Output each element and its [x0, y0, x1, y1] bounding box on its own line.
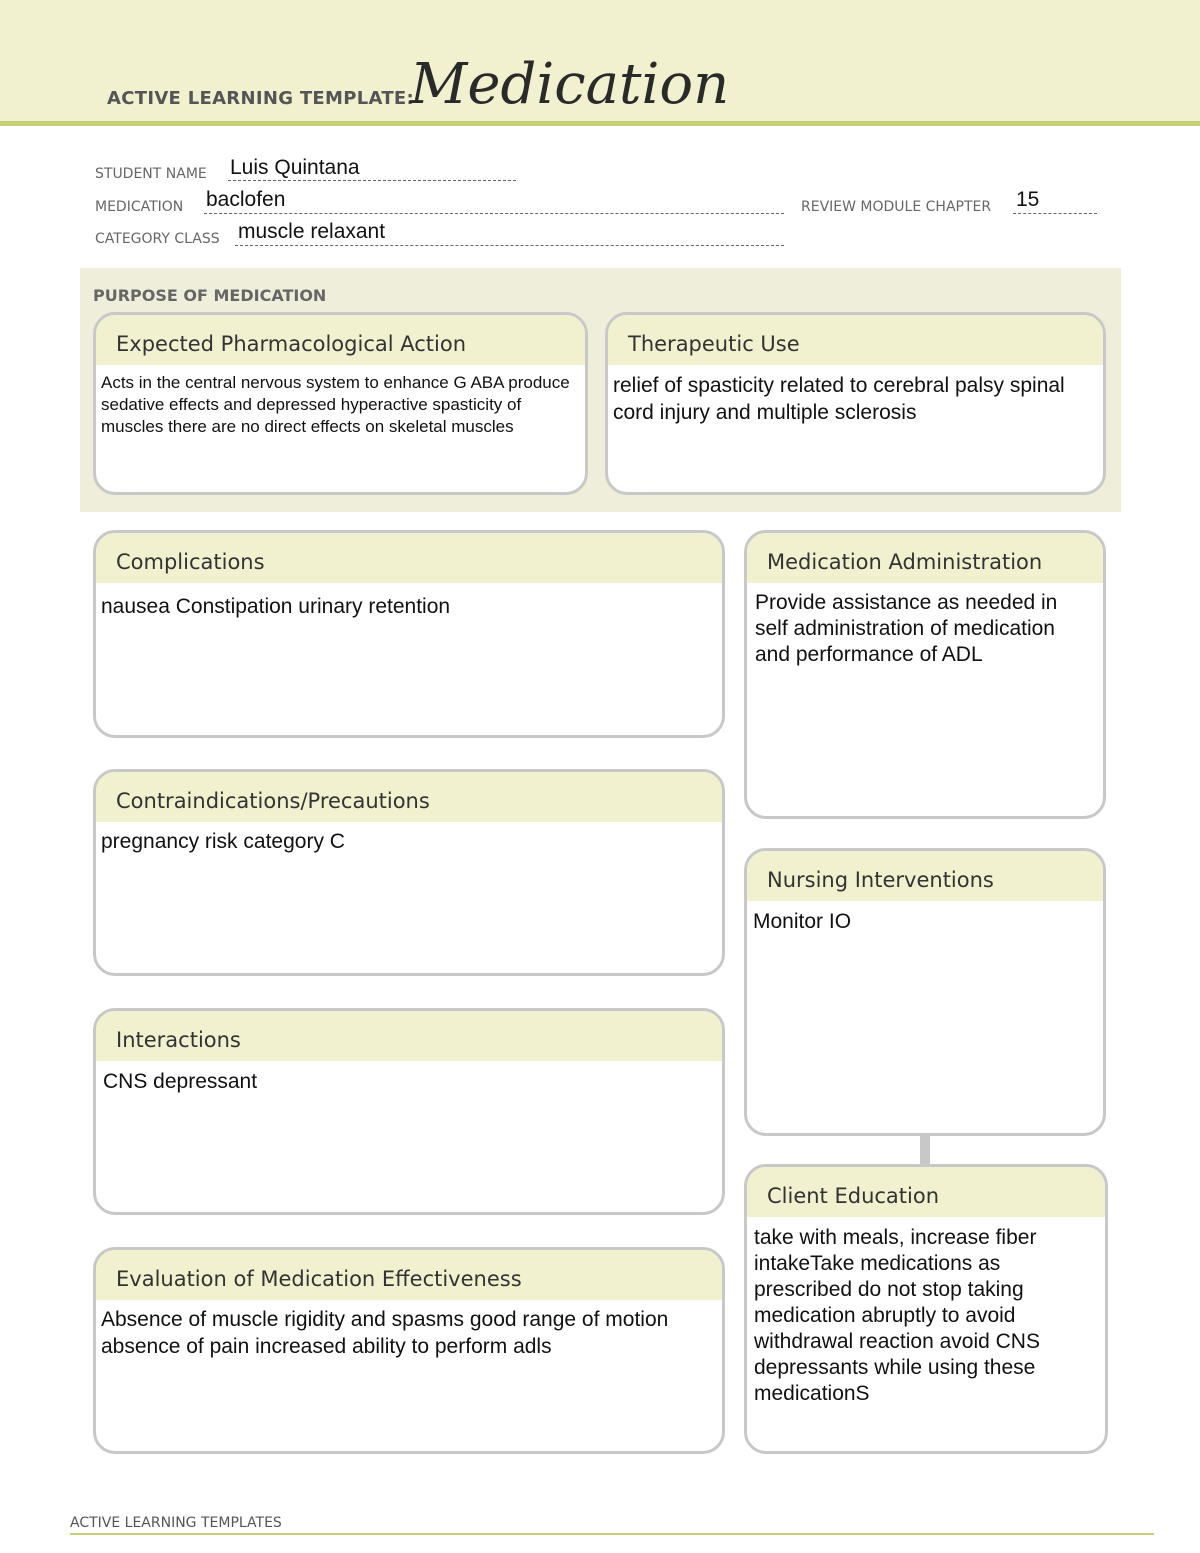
evaluation-title: Evaluation of Medication Effectiveness: [116, 1267, 522, 1291]
complications-text[interactable]: nausea Constipation urinary retention: [101, 595, 451, 618]
evaluation-text[interactable]: Absence of muscle rigidity and spasms good range of motion absence of pain increased ability to perform adls: [101, 1308, 669, 1358]
contraindications-box: [93, 769, 725, 976]
contraindications-title: Contraindications/Precautions: [116, 789, 430, 813]
category-class-underline: [235, 245, 784, 246]
template-label: ACTIVE LEARNING TEMPLATE:: [107, 88, 414, 109]
nursing-interventions-box: [744, 848, 1106, 1136]
student-name-field[interactable]: Luis Quintana: [230, 156, 360, 179]
footer-label: ACTIVE LEARNING TEMPLATES: [70, 1515, 282, 1531]
therapeutic-use-title: Therapeutic Use: [628, 332, 800, 356]
complications-title: Complications: [116, 550, 265, 574]
nursing-interventions-text[interactable]: Monitor IO: [753, 910, 852, 933]
therapeutic-use-text[interactable]: relief of spasticity related to cerebral palsy spinal cord injury and multiple sclerosis: [613, 374, 1065, 424]
evaluation-box: [93, 1247, 725, 1454]
medication-field[interactable]: baclofen: [206, 188, 286, 211]
review-module-chapter-label: REVIEW MODULE CHAPTER: [801, 199, 992, 215]
student-name-underline: [228, 180, 516, 181]
review-module-chapter-field[interactable]: 15: [1016, 188, 1040, 211]
complications-box: [93, 530, 725, 738]
student-name-label: STUDENT NAME: [95, 166, 207, 182]
nursing-interventions-title: Nursing Interventions: [767, 868, 994, 892]
administration-title: Medication Administration: [767, 550, 1043, 574]
category-class-label: CATEGORY CLASS: [95, 231, 220, 247]
category-class-field[interactable]: muscle relaxant: [238, 220, 386, 243]
interactions-title: Interactions: [116, 1028, 241, 1052]
header-rule: [0, 121, 1200, 126]
administration-text[interactable]: Provide assistance as needed in self administration of medication and performance of ADL: [755, 591, 1058, 666]
expected-action-box: [93, 312, 588, 495]
therapeutic-use-box: [605, 312, 1106, 495]
client-education-title: Client Education: [767, 1184, 940, 1208]
template-name: Medication: [410, 52, 730, 117]
review-module-chapter-underline: [1013, 213, 1097, 214]
interactions-text[interactable]: CNS depressant: [103, 1070, 258, 1093]
client-education-text[interactable]: take with meals, increase fiber intakeTake medications as prescribed do not stop taking medication abruptly to avoid withdrawal reaction avoid CNS depressants while using these medicationS: [754, 1226, 1040, 1405]
footer-rule: [70, 1533, 1154, 1535]
administration-box: [744, 530, 1106, 819]
interactions-box: [93, 1008, 725, 1215]
expected-action-title: Expected Pharmacological Action: [116, 332, 467, 356]
medication-label: MEDICATION: [95, 199, 184, 215]
client-education-box: [744, 1164, 1108, 1454]
purpose-title: PURPOSE OF MEDICATION: [93, 286, 327, 305]
medication-underline: [204, 213, 784, 214]
contraindications-text[interactable]: pregnancy risk category C: [101, 830, 345, 853]
expected-action-text[interactable]: Acts in the central nervous system to enhance G ABA produce sedative effects and depressed hyperactive spasticity of muscles there are no direct effects on skeletal muscles: [101, 373, 570, 436]
